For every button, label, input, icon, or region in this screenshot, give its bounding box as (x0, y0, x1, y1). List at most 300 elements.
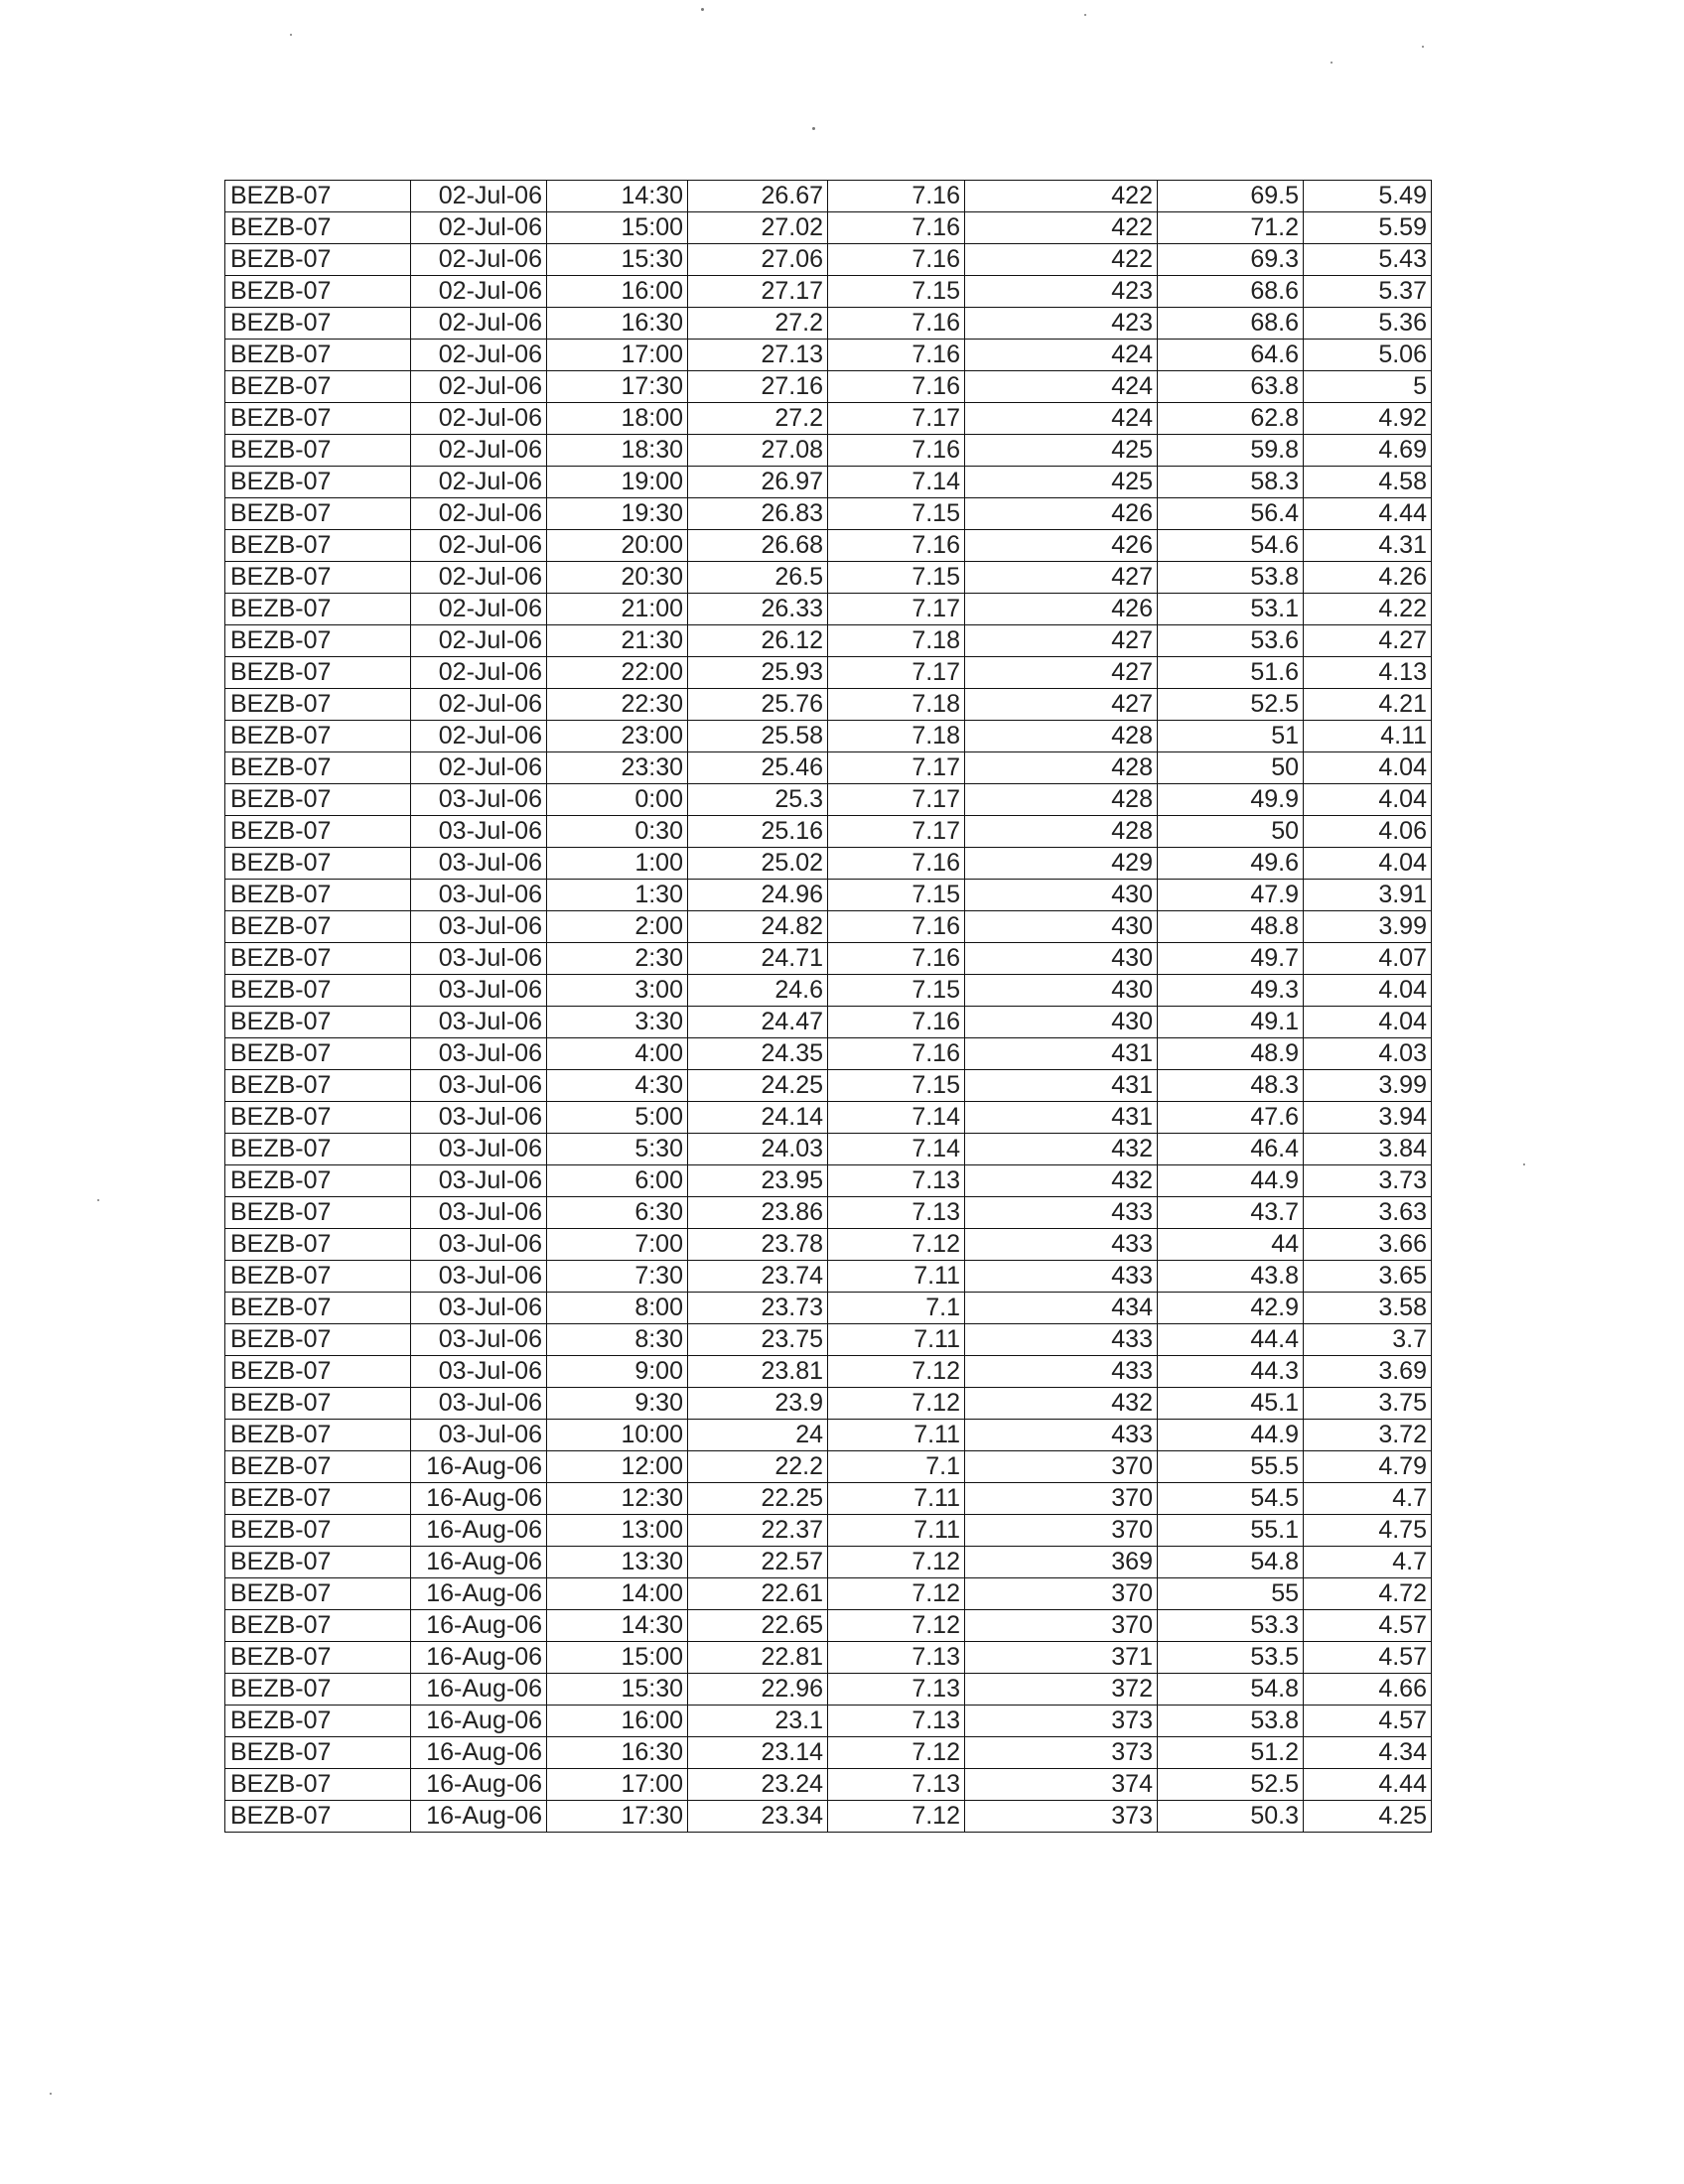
table-row (225, 816, 1432, 848)
cell-conductivity: 433 (965, 1261, 1158, 1293)
cell-do-mgl: 4.7 (1304, 1483, 1432, 1515)
table-row (225, 371, 1432, 403)
cell-temperature: 25.93 (688, 657, 828, 689)
cell-temperature: 23.75 (688, 1324, 828, 1356)
cell-station-id: BEZB-07 (225, 1420, 411, 1451)
cell-ph: 7.13 (828, 1197, 965, 1229)
cell-conductivity: 424 (965, 371, 1158, 403)
cell-do-percent: 71.2 (1158, 212, 1304, 244)
cell-do-percent: 42.9 (1158, 1293, 1304, 1324)
cell-conductivity: 432 (965, 1134, 1158, 1165)
cell-do-mgl: 4.79 (1304, 1451, 1432, 1483)
cell-conductivity: 433 (965, 1197, 1158, 1229)
cell-ph: 7.13 (828, 1642, 965, 1674)
cell-time: 12:00 (547, 1451, 688, 1483)
cell-conductivity: 427 (965, 657, 1158, 689)
cell-temperature: 26.68 (688, 530, 828, 562)
cell-time: 21:00 (547, 594, 688, 625)
cell-date: 03-Jul-06 (411, 1293, 547, 1324)
cell-temperature: 25.02 (688, 848, 828, 880)
table-row (225, 880, 1432, 911)
table-row (225, 784, 1432, 816)
cell-time: 7:00 (547, 1229, 688, 1261)
cell-do-mgl: 3.63 (1304, 1197, 1432, 1229)
cell-conductivity: 422 (965, 212, 1158, 244)
cell-do-mgl: 3.58 (1304, 1293, 1432, 1324)
cell-conductivity: 369 (965, 1547, 1158, 1578)
cell-time: 1:30 (547, 880, 688, 911)
cell-date: 02-Jul-06 (411, 308, 547, 340)
cell-conductivity: 428 (965, 784, 1158, 816)
cell-ph: 7.15 (828, 880, 965, 911)
cell-do-mgl: 3.94 (1304, 1102, 1432, 1134)
cell-station-id: BEZB-07 (225, 1229, 411, 1261)
cell-date: 03-Jul-06 (411, 1388, 547, 1420)
cell-conductivity: 429 (965, 848, 1158, 880)
cell-date: 16-Aug-06 (411, 1674, 547, 1706)
cell-date: 02-Jul-06 (411, 689, 547, 721)
table-row (225, 1134, 1432, 1165)
cell-conductivity: 431 (965, 1038, 1158, 1070)
cell-time: 10:00 (547, 1420, 688, 1451)
cell-time: 9:30 (547, 1388, 688, 1420)
cell-conductivity: 433 (965, 1420, 1158, 1451)
cell-do-mgl: 3.91 (1304, 880, 1432, 911)
cell-time: 3:00 (547, 975, 688, 1007)
cell-date: 03-Jul-06 (411, 1324, 547, 1356)
cell-do-mgl: 4.04 (1304, 784, 1432, 816)
cell-ph: 7.16 (828, 435, 965, 467)
cell-do-mgl: 4.69 (1304, 435, 1432, 467)
cell-do-mgl: 5.59 (1304, 212, 1432, 244)
cell-do-percent: 45.1 (1158, 1388, 1304, 1420)
table-row (225, 1737, 1432, 1769)
cell-ph: 7.17 (828, 784, 965, 816)
table-row (225, 1515, 1432, 1547)
cell-ph: 7.13 (828, 1165, 965, 1197)
table-row (225, 244, 1432, 276)
cell-ph: 7.1 (828, 1451, 965, 1483)
cell-do-percent: 54.5 (1158, 1483, 1304, 1515)
cell-station-id: BEZB-07 (225, 1038, 411, 1070)
cell-date: 16-Aug-06 (411, 1706, 547, 1737)
table-row (225, 276, 1432, 308)
cell-temperature: 27.16 (688, 371, 828, 403)
cell-station-id: BEZB-07 (225, 562, 411, 594)
cell-do-percent: 53.3 (1158, 1610, 1304, 1642)
cell-do-mgl: 4.57 (1304, 1610, 1432, 1642)
cell-ph: 7.16 (828, 340, 965, 371)
cell-do-mgl: 3.75 (1304, 1388, 1432, 1420)
cell-time: 8:00 (547, 1293, 688, 1324)
cell-station-id: BEZB-07 (225, 435, 411, 467)
cell-do-mgl: 4.31 (1304, 530, 1432, 562)
cell-temperature: 22.57 (688, 1547, 828, 1578)
cell-station-id: BEZB-07 (225, 212, 411, 244)
cell-do-percent: 51.6 (1158, 657, 1304, 689)
cell-do-percent: 48.9 (1158, 1038, 1304, 1070)
cell-time: 22:00 (547, 657, 688, 689)
cell-do-percent: 44.9 (1158, 1165, 1304, 1197)
cell-conductivity: 370 (965, 1578, 1158, 1610)
table-row (225, 1102, 1432, 1134)
cell-do-percent: 55.5 (1158, 1451, 1304, 1483)
cell-do-mgl: 4.04 (1304, 752, 1432, 784)
cell-conductivity: 370 (965, 1610, 1158, 1642)
cell-do-percent: 50 (1158, 752, 1304, 784)
cell-do-mgl: 5.49 (1304, 181, 1432, 212)
cell-time: 21:30 (547, 625, 688, 657)
cell-conductivity: 428 (965, 816, 1158, 848)
cell-do-mgl: 4.13 (1304, 657, 1432, 689)
cell-do-mgl: 4.26 (1304, 562, 1432, 594)
table-row (225, 1038, 1432, 1070)
cell-station-id: BEZB-07 (225, 594, 411, 625)
cell-conductivity: 370 (965, 1451, 1158, 1483)
cell-conductivity: 426 (965, 498, 1158, 530)
cell-station-id: BEZB-07 (225, 1451, 411, 1483)
cell-time: 15:30 (547, 244, 688, 276)
cell-do-mgl: 4.92 (1304, 403, 1432, 435)
cell-ph: 7.11 (828, 1324, 965, 1356)
cell-station-id: BEZB-07 (225, 276, 411, 308)
table-body (225, 181, 1432, 1833)
cell-station-id: BEZB-07 (225, 530, 411, 562)
table-row (225, 848, 1432, 880)
cell-time: 19:00 (547, 467, 688, 498)
cell-date: 02-Jul-06 (411, 498, 547, 530)
cell-temperature: 25.3 (688, 784, 828, 816)
cell-conductivity: 432 (965, 1388, 1158, 1420)
cell-station-id: BEZB-07 (225, 784, 411, 816)
cell-do-percent: 68.6 (1158, 276, 1304, 308)
cell-do-percent: 55 (1158, 1578, 1304, 1610)
cell-station-id: BEZB-07 (225, 752, 411, 784)
cell-do-percent: 49.6 (1158, 848, 1304, 880)
cell-conductivity: 427 (965, 689, 1158, 721)
table-row (225, 498, 1432, 530)
cell-temperature: 26.67 (688, 181, 828, 212)
cell-conductivity: 428 (965, 721, 1158, 752)
cell-station-id: BEZB-07 (225, 1674, 411, 1706)
cell-conductivity: 426 (965, 594, 1158, 625)
cell-conductivity: 428 (965, 752, 1158, 784)
cell-time: 14:00 (547, 1578, 688, 1610)
cell-ph: 7.17 (828, 403, 965, 435)
cell-date: 03-Jul-06 (411, 880, 547, 911)
cell-temperature: 27.02 (688, 212, 828, 244)
cell-do-mgl: 5 (1304, 371, 1432, 403)
cell-date: 02-Jul-06 (411, 530, 547, 562)
cell-date: 02-Jul-06 (411, 403, 547, 435)
cell-do-percent: 46.4 (1158, 1134, 1304, 1165)
table-row (225, 1197, 1432, 1229)
scan-speck (812, 127, 815, 130)
cell-date: 03-Jul-06 (411, 1197, 547, 1229)
cell-time: 16:30 (547, 1737, 688, 1769)
cell-date: 02-Jul-06 (411, 657, 547, 689)
table-row (225, 1483, 1432, 1515)
cell-time: 3:30 (547, 1007, 688, 1038)
table-row (225, 657, 1432, 689)
cell-do-percent: 62.8 (1158, 403, 1304, 435)
cell-do-percent: 52.5 (1158, 1769, 1304, 1801)
cell-date: 03-Jul-06 (411, 975, 547, 1007)
table-row (225, 1547, 1432, 1578)
cell-date: 03-Jul-06 (411, 943, 547, 975)
table-row (225, 403, 1432, 435)
table-row (225, 1706, 1432, 1737)
cell-date: 02-Jul-06 (411, 340, 547, 371)
table-row (225, 625, 1432, 657)
cell-ph: 7.17 (828, 752, 965, 784)
cell-do-percent: 54.6 (1158, 530, 1304, 562)
table-row (225, 1610, 1432, 1642)
cell-station-id: BEZB-07 (225, 244, 411, 276)
cell-do-percent: 53.5 (1158, 1642, 1304, 1674)
cell-do-mgl: 4.11 (1304, 721, 1432, 752)
cell-do-mgl: 5.37 (1304, 276, 1432, 308)
cell-do-percent: 49.7 (1158, 943, 1304, 975)
cell-time: 15:00 (547, 1642, 688, 1674)
cell-do-mgl: 5.43 (1304, 244, 1432, 276)
cell-date: 03-Jul-06 (411, 1261, 547, 1293)
cell-ph: 7.14 (828, 467, 965, 498)
cell-ph: 7.16 (828, 212, 965, 244)
cell-station-id: BEZB-07 (225, 943, 411, 975)
cell-time: 12:30 (547, 1483, 688, 1515)
cell-ph: 7.12 (828, 1801, 965, 1833)
table-row (225, 689, 1432, 721)
cell-temperature: 22.81 (688, 1642, 828, 1674)
cell-ph: 7.16 (828, 1038, 965, 1070)
cell-do-percent: 64.6 (1158, 340, 1304, 371)
cell-temperature: 22.65 (688, 1610, 828, 1642)
cell-date: 16-Aug-06 (411, 1515, 547, 1547)
cell-ph: 7.18 (828, 721, 965, 752)
cell-time: 14:30 (547, 181, 688, 212)
table-row (225, 752, 1432, 784)
cell-date: 02-Jul-06 (411, 371, 547, 403)
cell-temperature: 22.96 (688, 1674, 828, 1706)
cell-station-id: BEZB-07 (225, 721, 411, 752)
cell-do-mgl: 4.07 (1304, 943, 1432, 975)
table-row (225, 721, 1432, 752)
cell-ph: 7.12 (828, 1737, 965, 1769)
cell-temperature: 27.08 (688, 435, 828, 467)
cell-date: 02-Jul-06 (411, 562, 547, 594)
cell-ph: 7.11 (828, 1261, 965, 1293)
cell-do-mgl: 4.7 (1304, 1547, 1432, 1578)
cell-ph: 7.16 (828, 1007, 965, 1038)
cell-do-percent: 49.3 (1158, 975, 1304, 1007)
cell-do-percent: 55.1 (1158, 1515, 1304, 1547)
cell-time: 20:30 (547, 562, 688, 594)
cell-conductivity: 423 (965, 308, 1158, 340)
cell-do-mgl: 3.99 (1304, 1070, 1432, 1102)
cell-temperature: 26.5 (688, 562, 828, 594)
cell-ph: 7.12 (828, 1578, 965, 1610)
cell-time: 15:00 (547, 212, 688, 244)
cell-do-mgl: 4.04 (1304, 848, 1432, 880)
cell-temperature: 25.58 (688, 721, 828, 752)
cell-ph: 7.15 (828, 498, 965, 530)
cell-do-percent: 51 (1158, 721, 1304, 752)
cell-do-percent: 44.3 (1158, 1356, 1304, 1388)
cell-do-percent: 49.1 (1158, 1007, 1304, 1038)
table-row (225, 1165, 1432, 1197)
cell-temperature: 23.74 (688, 1261, 828, 1293)
cell-do-percent: 56.4 (1158, 498, 1304, 530)
cell-do-mgl: 4.27 (1304, 625, 1432, 657)
cell-station-id: BEZB-07 (225, 1801, 411, 1833)
cell-ph: 7.16 (828, 308, 965, 340)
cell-date: 03-Jul-06 (411, 1420, 547, 1451)
cell-date: 02-Jul-06 (411, 594, 547, 625)
cell-date: 03-Jul-06 (411, 1165, 547, 1197)
cell-station-id: BEZB-07 (225, 371, 411, 403)
cell-time: 5:30 (547, 1134, 688, 1165)
cell-conductivity: 422 (965, 181, 1158, 212)
cell-do-mgl: 3.7 (1304, 1324, 1432, 1356)
cell-do-percent: 54.8 (1158, 1547, 1304, 1578)
cell-conductivity: 433 (965, 1356, 1158, 1388)
cell-time: 14:30 (547, 1610, 688, 1642)
cell-do-mgl: 4.25 (1304, 1801, 1432, 1833)
cell-do-mgl: 3.65 (1304, 1261, 1432, 1293)
cell-temperature: 27.2 (688, 403, 828, 435)
cell-time: 2:00 (547, 911, 688, 943)
cell-conductivity: 432 (965, 1165, 1158, 1197)
cell-date: 16-Aug-06 (411, 1610, 547, 1642)
cell-time: 23:00 (547, 721, 688, 752)
cell-do-percent: 50.3 (1158, 1801, 1304, 1833)
cell-do-percent: 69.3 (1158, 244, 1304, 276)
cell-do-mgl: 5.06 (1304, 340, 1432, 371)
cell-date: 02-Jul-06 (411, 467, 547, 498)
cell-station-id: BEZB-07 (225, 689, 411, 721)
table-row (225, 1578, 1432, 1610)
cell-ph: 7.1 (828, 1293, 965, 1324)
cell-temperature: 26.12 (688, 625, 828, 657)
scan-speck (1523, 1163, 1525, 1165)
scan-speck (97, 1199, 99, 1201)
cell-date: 03-Jul-06 (411, 784, 547, 816)
cell-ph: 7.18 (828, 689, 965, 721)
cell-ph: 7.17 (828, 816, 965, 848)
cell-time: 9:00 (547, 1356, 688, 1388)
cell-ph: 7.16 (828, 371, 965, 403)
cell-conductivity: 373 (965, 1706, 1158, 1737)
cell-conductivity: 372 (965, 1674, 1158, 1706)
cell-temperature: 27.13 (688, 340, 828, 371)
cell-station-id: BEZB-07 (225, 1547, 411, 1578)
cell-time: 0:30 (547, 816, 688, 848)
table-row (225, 212, 1432, 244)
cell-do-percent: 58.3 (1158, 467, 1304, 498)
cell-conductivity: 424 (965, 403, 1158, 435)
cell-date: 03-Jul-06 (411, 1007, 547, 1038)
cell-temperature: 24.96 (688, 880, 828, 911)
cell-do-percent: 43.7 (1158, 1197, 1304, 1229)
cell-do-mgl: 5.36 (1304, 308, 1432, 340)
cell-conductivity: 430 (965, 975, 1158, 1007)
cell-conductivity: 433 (965, 1229, 1158, 1261)
cell-station-id: BEZB-07 (225, 308, 411, 340)
cell-ph: 7.16 (828, 848, 965, 880)
cell-time: 17:30 (547, 371, 688, 403)
cell-conductivity: 370 (965, 1515, 1158, 1547)
data-table (224, 180, 1432, 1833)
cell-temperature: 24.82 (688, 911, 828, 943)
cell-temperature: 24.25 (688, 1070, 828, 1102)
cell-ph: 7.16 (828, 181, 965, 212)
table-row (225, 1293, 1432, 1324)
cell-station-id: BEZB-07 (225, 340, 411, 371)
cell-ph: 7.11 (828, 1420, 965, 1451)
cell-station-id: BEZB-07 (225, 498, 411, 530)
cell-time: 16:30 (547, 308, 688, 340)
table-row (225, 1769, 1432, 1801)
cell-do-percent: 44.4 (1158, 1324, 1304, 1356)
cell-station-id: BEZB-07 (225, 1578, 411, 1610)
cell-ph: 7.15 (828, 276, 965, 308)
cell-date: 02-Jul-06 (411, 435, 547, 467)
cell-conductivity: 430 (965, 880, 1158, 911)
cell-ph: 7.11 (828, 1483, 965, 1515)
cell-ph: 7.13 (828, 1674, 965, 1706)
cell-do-mgl: 4.57 (1304, 1642, 1432, 1674)
cell-temperature: 23.86 (688, 1197, 828, 1229)
cell-station-id: BEZB-07 (225, 181, 411, 212)
cell-time: 6:30 (547, 1197, 688, 1229)
table-row (225, 943, 1432, 975)
scan-speck (1331, 62, 1333, 64)
table-row (225, 1388, 1432, 1420)
cell-conductivity: 373 (965, 1801, 1158, 1833)
cell-temperature: 23.81 (688, 1356, 828, 1388)
cell-time: 17:00 (547, 1769, 688, 1801)
table-row (225, 911, 1432, 943)
cell-station-id: BEZB-07 (225, 657, 411, 689)
cell-time: 20:00 (547, 530, 688, 562)
cell-do-percent: 53.8 (1158, 562, 1304, 594)
cell-temperature: 27.06 (688, 244, 828, 276)
cell-station-id: BEZB-07 (225, 975, 411, 1007)
cell-do-mgl: 3.69 (1304, 1356, 1432, 1388)
scan-speck (701, 8, 704, 11)
cell-do-percent: 43.8 (1158, 1261, 1304, 1293)
cell-temperature: 23.24 (688, 1769, 828, 1801)
cell-temperature: 25.46 (688, 752, 828, 784)
cell-temperature: 22.61 (688, 1578, 828, 1610)
cell-conductivity: 430 (965, 1007, 1158, 1038)
cell-do-mgl: 3.84 (1304, 1134, 1432, 1165)
table-row (225, 594, 1432, 625)
cell-date: 03-Jul-06 (411, 1070, 547, 1102)
cell-do-percent: 47.6 (1158, 1102, 1304, 1134)
cell-date: 03-Jul-06 (411, 848, 547, 880)
cell-ph: 7.17 (828, 657, 965, 689)
cell-time: 23:30 (547, 752, 688, 784)
cell-do-mgl: 4.04 (1304, 975, 1432, 1007)
cell-ph: 7.13 (828, 1706, 965, 1737)
cell-date: 16-Aug-06 (411, 1578, 547, 1610)
cell-do-mgl: 3.99 (1304, 911, 1432, 943)
cell-conductivity: 424 (965, 340, 1158, 371)
cell-conductivity: 430 (965, 911, 1158, 943)
cell-station-id: BEZB-07 (225, 1165, 411, 1197)
